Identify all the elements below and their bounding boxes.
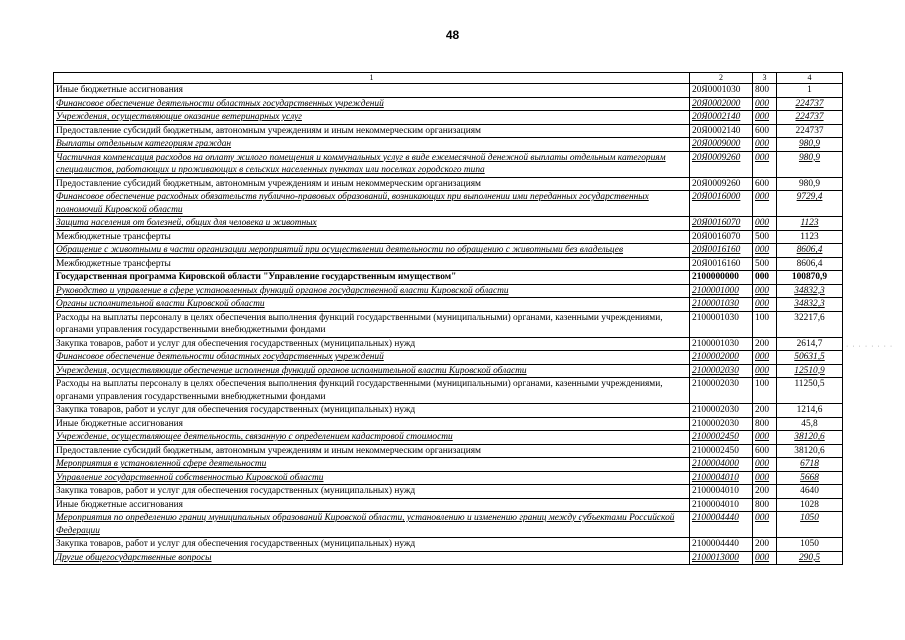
row-type-cell: 000 <box>753 431 777 445</box>
row-code-cell: 20Я0002140 <box>690 124 753 138</box>
row-name-cell: Руководство и управление в сфере установленных функций органов государственной власти Кировской области <box>54 284 690 298</box>
row-name-cell: Предоставление субсидий бюджетным, автономным учреждениям и иным некоммерческим организациям <box>54 124 690 138</box>
row-name-cell: Учреждение, осуществляющее деятельность, связанную с определением кадастровой стоимости <box>54 431 690 445</box>
table-row <box>54 417 843 431</box>
table-row <box>54 431 843 445</box>
table-row <box>54 138 843 152</box>
row-name-cell: Финансовое обеспечение деятельности областных государственных учреждений <box>54 351 690 365</box>
header-col-4: 4 <box>777 73 843 84</box>
row-code-cell: 2100004010 <box>690 485 753 499</box>
table-row <box>54 551 843 565</box>
row-type-cell: 200 <box>753 337 777 351</box>
row-type-cell: 000 <box>753 471 777 485</box>
row-sum-cell: 1214,6 <box>777 404 843 418</box>
row-sum-cell: 38120,6 <box>777 444 843 458</box>
row-sum-cell: 32217,6 <box>777 311 843 337</box>
row-type-cell: 100 <box>753 311 777 337</box>
row-type-cell: 000 <box>753 298 777 312</box>
row-type-cell: 000 <box>753 151 777 177</box>
table-row <box>54 378 843 404</box>
table-row <box>54 177 843 191</box>
row-code-cell: 2100000000 <box>690 271 753 285</box>
table-row <box>54 271 843 285</box>
row-code-cell: 20Я0016070 <box>690 230 753 244</box>
row-type-cell: 200 <box>753 485 777 499</box>
row-name-cell: Учреждения, осуществляющие оказание ветеринарных услуг <box>54 111 690 125</box>
row-sum-cell: 50631,5 <box>777 351 843 365</box>
row-name-cell: Финансовое обеспечение расходных обязательств публично-правовых образований, возникающих при выполнении ими переданных государственных полномочий Кировской области <box>54 191 690 217</box>
row-type-cell: 000 <box>753 111 777 125</box>
row-sum-cell: 9729,4 <box>777 191 843 217</box>
row-code-cell: 20Я0002140 <box>690 111 753 125</box>
row-code-cell: 2100013000 <box>690 551 753 565</box>
row-name-cell: Защита населения от болезней, общих для человека и животных <box>54 217 690 231</box>
row-sum-cell: 34832,3 <box>777 298 843 312</box>
row-sum-cell: 1028 <box>777 498 843 512</box>
row-code-cell: 2100002450 <box>690 431 753 445</box>
row-code-cell: 20Я0009000 <box>690 138 753 152</box>
row-code-cell: 20Я0002000 <box>690 97 753 111</box>
row-type-cell: 800 <box>753 417 777 431</box>
table-row <box>54 84 843 98</box>
table-row <box>54 151 843 177</box>
row-sum-cell: 1050 <box>777 538 843 552</box>
row-sum-cell: 38120,6 <box>777 431 843 445</box>
row-type-cell: 200 <box>753 404 777 418</box>
table-row <box>54 485 843 499</box>
row-code-cell: 20Я0009260 <box>690 177 753 191</box>
row-type-cell: 000 <box>753 138 777 152</box>
row-type-cell: 600 <box>753 177 777 191</box>
row-code-cell: 2100004440 <box>690 512 753 538</box>
row-name-cell: Закупка товаров, работ и услуг для обеспечения государственных (муниципальных) нужд <box>54 485 690 499</box>
table-row <box>54 404 843 418</box>
row-sum-cell: 1123 <box>777 230 843 244</box>
table-row <box>54 311 843 337</box>
header-col-2: 2 <box>690 73 753 84</box>
row-sum-cell: 100870,9 <box>777 271 843 285</box>
row-name-cell: Другие общегосударственные вопросы <box>54 551 690 565</box>
table-row <box>54 244 843 258</box>
row-type-cell: 000 <box>753 271 777 285</box>
row-code-cell: 20Я0009260 <box>690 151 753 177</box>
row-name-cell: Расходы на выплаты персоналу в целях обеспечения выполнения функций государственными (муниципальными) органами, казенными учреждениями, органами управления государственными внебюджетными фондами <box>54 378 690 404</box>
row-name-cell: Межбюджетные трансферты <box>54 257 690 271</box>
row-sum-cell: 290,5 <box>777 551 843 565</box>
row-code-cell: 20Я0016070 <box>690 217 753 231</box>
row-code-cell: 2100001030 <box>690 311 753 337</box>
row-type-cell: 500 <box>753 257 777 271</box>
row-sum-cell: 34832,3 <box>777 284 843 298</box>
row-sum-cell: 4640 <box>777 485 843 499</box>
row-name-cell: Расходы на выплаты персоналу в целях обеспечения выполнения функций государственными (муниципальными) органами, казенными учреждениями, органами управления государственными внебюджетными фондами <box>54 311 690 337</box>
row-code-cell: 2100001030 <box>690 337 753 351</box>
row-sum-cell: 11250,5 <box>777 378 843 404</box>
table-row <box>54 124 843 138</box>
row-name-cell: Финансовое обеспечение деятельности областных государственных учреждений <box>54 97 690 111</box>
row-type-cell: 100 <box>753 378 777 404</box>
page-number: 48 <box>445 28 460 42</box>
table-row <box>54 364 843 378</box>
table-row <box>54 538 843 552</box>
row-name-cell: Иные бюджетные ассигнования <box>54 84 690 98</box>
row-name-cell: Мероприятия в установленной сфере деятельности <box>54 458 690 472</box>
row-type-cell: 500 <box>753 230 777 244</box>
row-name-cell: Иные бюджетные ассигнования <box>54 498 690 512</box>
table-row <box>54 458 843 472</box>
row-name-cell: Частичная компенсация расходов на оплату жилого помещения и коммунальных услуг в виде ежемесячной денежной выплаты отдельным категориям специалистов, работающих и проживающих в сельских населенных пунктах или поселках городского типа <box>54 151 690 177</box>
row-type-cell: 000 <box>753 97 777 111</box>
row-type-cell: 600 <box>753 124 777 138</box>
row-code-cell: 2100002030 <box>690 364 753 378</box>
table-body <box>54 84 843 565</box>
row-type-cell: 000 <box>753 551 777 565</box>
row-code-cell: 20Я0016000 <box>690 191 753 217</box>
row-sum-cell: 2614,7 <box>777 337 843 351</box>
row-name-cell: Управление государственной собственностью Кировской области <box>54 471 690 485</box>
table-row <box>54 217 843 231</box>
row-name-cell: Закупка товаров, работ и услуг для обеспечения государственных (муниципальных) нужд <box>54 538 690 552</box>
row-type-cell: 000 <box>753 512 777 538</box>
row-name-cell: Предоставление субсидий бюджетным, автономным учреждениям и иным некоммерческим организациям <box>54 177 690 191</box>
table-row <box>54 97 843 111</box>
row-code-cell: 20Я0016160 <box>690 257 753 271</box>
row-sum-cell: 6718 <box>777 458 843 472</box>
table-row <box>54 444 843 458</box>
row-name-cell: Обращение с животными в части организации мероприятий при осуществлении деятельности по обращению с животными без владельцев <box>54 244 690 258</box>
table-row <box>54 337 843 351</box>
row-sum-cell: 8606,4 <box>777 244 843 258</box>
row-type-cell: 800 <box>753 498 777 512</box>
table-row <box>54 191 843 217</box>
table-header-row <box>54 73 843 84</box>
table-row <box>54 498 843 512</box>
row-sum-cell: 8606,4 <box>777 257 843 271</box>
table-row <box>54 512 843 538</box>
row-name-cell: Государственная программа Кировской области "Управление государственным имуществом" <box>54 271 690 285</box>
row-sum-cell: 224737 <box>777 124 843 138</box>
row-type-cell: 000 <box>753 217 777 231</box>
table-row <box>54 351 843 365</box>
row-code-cell: 2100002030 <box>690 378 753 404</box>
row-code-cell: 2100001000 <box>690 284 753 298</box>
table-row <box>54 257 843 271</box>
row-type-cell: 000 <box>753 284 777 298</box>
row-code-cell: 2100002450 <box>690 444 753 458</box>
row-code-cell: 2100004010 <box>690 471 753 485</box>
row-name-cell: Органы исполнительной власти Кировской области <box>54 298 690 312</box>
row-name-cell: Предоставление субсидий бюджетным, автономным учреждениям и иным некоммерческим организациям <box>54 444 690 458</box>
row-sum-cell: 1123 <box>777 217 843 231</box>
row-type-cell: 800 <box>753 84 777 98</box>
row-type-cell: 000 <box>753 351 777 365</box>
row-code-cell: 2100004440 <box>690 538 753 552</box>
row-code-cell: 2100004010 <box>690 498 753 512</box>
row-name-cell: Учреждения, осуществляющие обеспечение исполнения функций органов исполнительной власти Кировской области <box>54 364 690 378</box>
row-code-cell: 2100001030 <box>690 298 753 312</box>
row-sum-cell: 980,9 <box>777 138 843 152</box>
header-col-1: 1 <box>54 73 690 84</box>
row-code-cell: 20Я0016160 <box>690 244 753 258</box>
row-name-cell: Иные бюджетные ассигнования <box>54 417 690 431</box>
row-sum-cell: 980,9 <box>777 151 843 177</box>
table-row <box>54 471 843 485</box>
budget-table <box>53 72 843 565</box>
row-code-cell: 2100002030 <box>690 404 753 418</box>
row-name-cell: Межбюджетные трансферты <box>54 230 690 244</box>
row-name-cell: Мероприятия по определению границ муниципальных образований Кировской области, установлению и изменению границ между субъектами Российской Федерации <box>54 512 690 538</box>
row-sum-cell: 224737 <box>777 111 843 125</box>
table-row <box>54 298 843 312</box>
row-name-cell: Закупка товаров, работ и услуг для обеспечения государственных (муниципальных) нужд <box>54 337 690 351</box>
row-type-cell: 000 <box>753 191 777 217</box>
row-sum-cell: 45,8 <box>777 417 843 431</box>
row-sum-cell: 224737 <box>777 97 843 111</box>
header-col-3: 3 <box>753 73 777 84</box>
row-code-cell: 2100002000 <box>690 351 753 365</box>
row-sum-cell: 5668 <box>777 471 843 485</box>
row-type-cell: 000 <box>753 458 777 472</box>
row-sum-cell: 1050 <box>777 512 843 538</box>
table-row <box>54 230 843 244</box>
row-code-cell: 20Я0001030 <box>690 84 753 98</box>
scan-artifact: · · · · · · · · <box>846 343 894 350</box>
row-code-cell: 2100002030 <box>690 417 753 431</box>
table-row <box>54 284 843 298</box>
row-code-cell: 2100004000 <box>690 458 753 472</box>
row-sum-cell: 980,9 <box>777 177 843 191</box>
table-row <box>54 111 843 125</box>
row-name-cell: Закупка товаров, работ и услуг для обеспечения государственных (муниципальных) нужд <box>54 404 690 418</box>
row-type-cell: 000 <box>753 244 777 258</box>
row-type-cell: 200 <box>753 538 777 552</box>
row-name-cell: Выплаты отдельным категориям граждан <box>54 138 690 152</box>
row-type-cell: 600 <box>753 444 777 458</box>
row-sum-cell: 1 <box>777 84 843 98</box>
row-sum-cell: 12510,9 <box>777 364 843 378</box>
row-type-cell: 000 <box>753 364 777 378</box>
